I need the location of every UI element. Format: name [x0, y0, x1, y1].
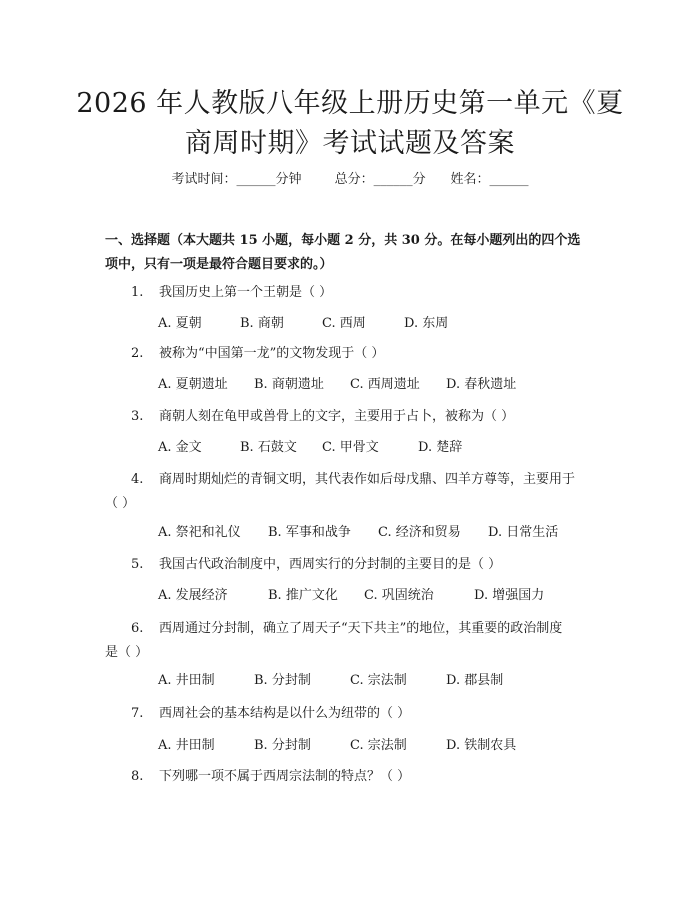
question-3: [131, 406, 514, 428]
option-a: A. 祭祀和礼仪: [158, 525, 241, 540]
total-score-field: 总分：______分: [334, 172, 426, 187]
question-text-line-1: 西周通过分封制，确立了周天子“天下共主”的地位，其重要的政治制度: [159, 621, 563, 636]
option-c: C. 西周遗址: [350, 377, 420, 392]
question-1: [131, 282, 332, 304]
question-number: 2.: [131, 346, 144, 361]
option-d: D. 铁制农具: [446, 738, 517, 753]
option-c: C. 宗法制: [350, 738, 407, 753]
section-heading-line-1: 一、选择题（本大题共 15 小题，每小题 2 分，共 30 分。在每小题列出的四个选: [105, 233, 581, 248]
question-text: 我国古代政治制度中，西周实行的分封制的主要目的是（ ）: [159, 557, 502, 572]
question-4-options: [158, 522, 558, 544]
question-4: [105, 468, 605, 516]
question-number: 6.: [131, 621, 144, 636]
option-a: A. 井田制: [158, 738, 215, 753]
option-c: C. 经济和贸易: [378, 525, 461, 540]
question-text-line-2: 是（ ）: [105, 645, 149, 660]
section-heading: [105, 229, 605, 277]
question-number: 5.: [131, 557, 144, 572]
option-b: B. 商朝: [240, 316, 284, 331]
title-line-2: 商周时期》考试试题及答案: [185, 128, 515, 159]
student-name-field: 姓名：______: [450, 172, 529, 187]
option-b: B. 推广文化: [268, 588, 338, 603]
question-number: 1.: [131, 285, 144, 300]
question-6-options: [158, 670, 503, 692]
option-b: B. 分封制: [254, 738, 311, 753]
option-a: A. 发展经济: [158, 588, 228, 603]
option-d: D. 日常生活: [488, 525, 559, 540]
option-d: D. 郡县制: [446, 673, 504, 688]
option-c: C. 巩固统治: [364, 588, 434, 603]
question-5: [131, 554, 501, 576]
option-b: B. 石鼓文: [240, 440, 297, 455]
question-number: 3.: [131, 409, 144, 424]
option-b: B. 分封制: [254, 673, 311, 688]
question-number: 8.: [131, 769, 144, 784]
question-7-options: [158, 735, 516, 757]
option-d: D. 春秋遗址: [446, 377, 517, 392]
question-text: 商朝人刻在龟甲或兽骨上的文字，主要用于占卜，被称为（ ）: [159, 409, 515, 424]
question-8: [131, 766, 410, 788]
option-c: C. 西周: [322, 316, 366, 331]
section-heading-line-2: 项中，只有一项是最符合题目要求的。）: [105, 257, 333, 272]
question-text: 西周社会的基本结构是以什么为纽带的（ ）: [159, 706, 411, 721]
option-a: A. 井田制: [158, 673, 215, 688]
option-a: A. 夏朝遗址: [158, 377, 228, 392]
question-7: [131, 703, 410, 725]
question-number: 7.: [131, 706, 144, 721]
option-c: C. 甲骨文: [322, 440, 379, 455]
question-2-options: [158, 374, 516, 396]
question-text: 下列哪一项不属于西周宗法制的特点？（ ）: [159, 769, 411, 784]
option-d: D. 增强国力: [474, 588, 545, 603]
question-3-options: [158, 437, 462, 459]
option-a: A. 金文: [158, 440, 202, 455]
option-b: B. 商朝遗址: [254, 377, 324, 392]
question-1-options: [158, 313, 448, 335]
question-2: [131, 343, 384, 365]
question-text: 我国历史上第一个王朝是（ ）: [159, 285, 333, 300]
question-number: 4.: [131, 472, 144, 487]
question-5-options: [158, 585, 544, 607]
exam-meta: [0, 168, 700, 187]
question-text: 被称为“中国第一龙”的文物发现于（ ）: [159, 346, 385, 361]
option-b: B. 军事和战争: [268, 525, 351, 540]
question-6: [105, 617, 605, 665]
document-title: [60, 84, 640, 164]
question-text-line-1: 商周时期灿烂的青铜文明，其代表作如后母戊鼎、四羊方尊等，主要用于: [159, 472, 576, 487]
exam-time-field: 考试时间：______分钟: [171, 172, 302, 187]
question-text-line-2: （ ）: [105, 496, 136, 511]
title-line-1: 2026 年人教版八年级上册历史第一单元《夏: [76, 88, 624, 119]
option-c: C. 宗法制: [350, 673, 407, 688]
option-d: D. 楚辞: [418, 440, 463, 455]
option-d: D. 东周: [404, 316, 449, 331]
option-a: A. 夏朝: [158, 316, 202, 331]
